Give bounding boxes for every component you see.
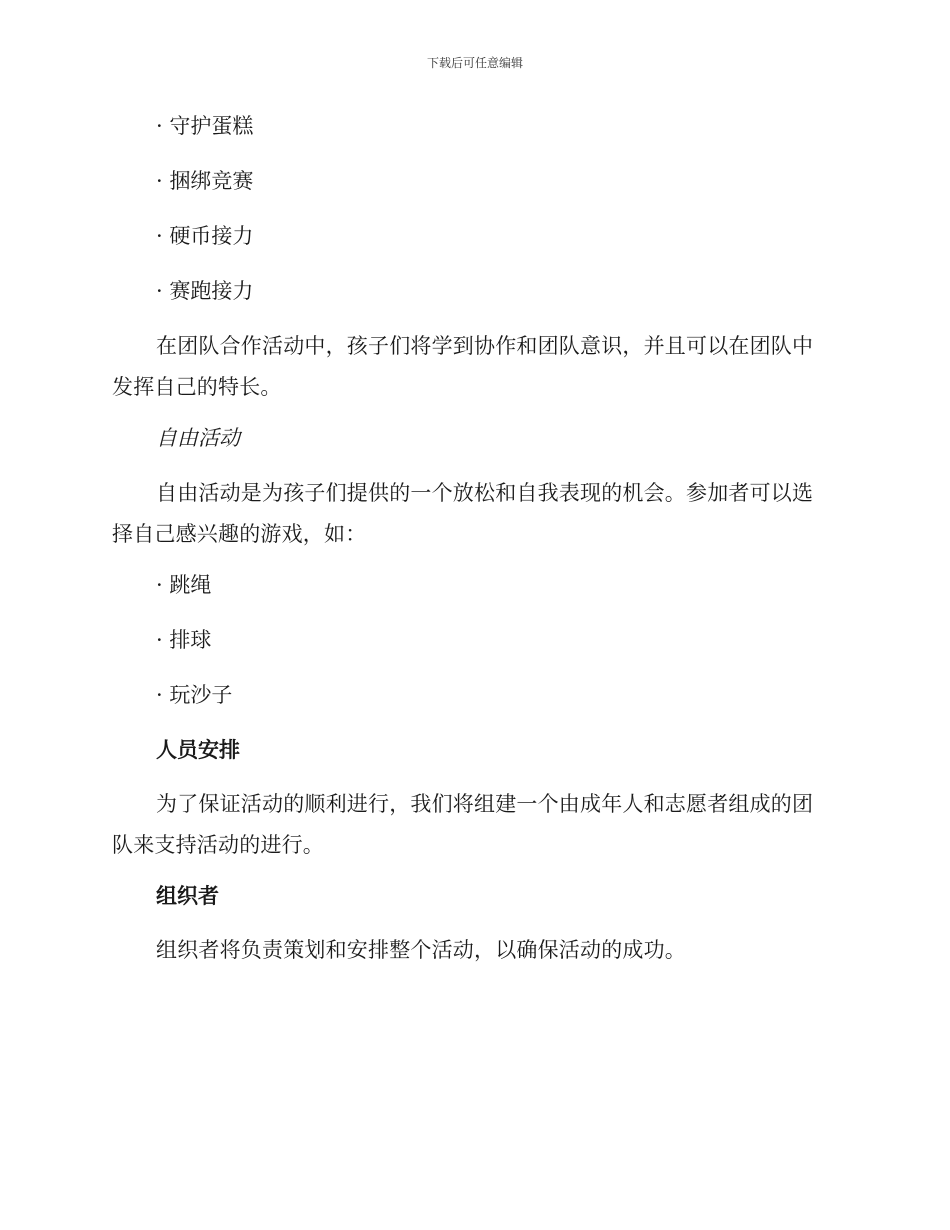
teamwork-paragraph: 在团队合作活动中，孩子们将学到协作和团队意识，并且可以在团队中发挥自己的特长。: [112, 334, 814, 399]
free-activity-heading: 自由活动: [156, 426, 240, 450]
list-item: · 守护蛋糕: [156, 114, 254, 138]
list-item: · 玩沙子: [156, 683, 233, 707]
list-item: · 硬币接力: [156, 224, 254, 248]
list-item: · 赛跑接力: [156, 279, 254, 303]
organizer-heading: 组织者: [156, 884, 219, 908]
page-content: [112, 110, 834, 985]
list-item: · 排球: [156, 628, 212, 652]
free-activity-paragraph: 自由活动是为孩子们提供的一个放松和自我表现的机会。参加者可以选择自己感兴趣的游戏，如：: [112, 481, 814, 546]
staffing-heading: 人员安排: [156, 738, 240, 762]
staffing-paragraph: 为了保证活动的顺利进行，我们将组建一个由成年人和志愿者组成的团队来支持活动的进行。: [112, 792, 814, 857]
list-item: · 捆绑竞赛: [156, 169, 254, 193]
organizer-paragraph: 组织者将负责策划和安排整个活动，以确保活动的成功。: [156, 938, 686, 962]
list-item: · 跳绳: [156, 573, 212, 597]
page-header: 下载后可任意编辑: [426, 56, 523, 70]
